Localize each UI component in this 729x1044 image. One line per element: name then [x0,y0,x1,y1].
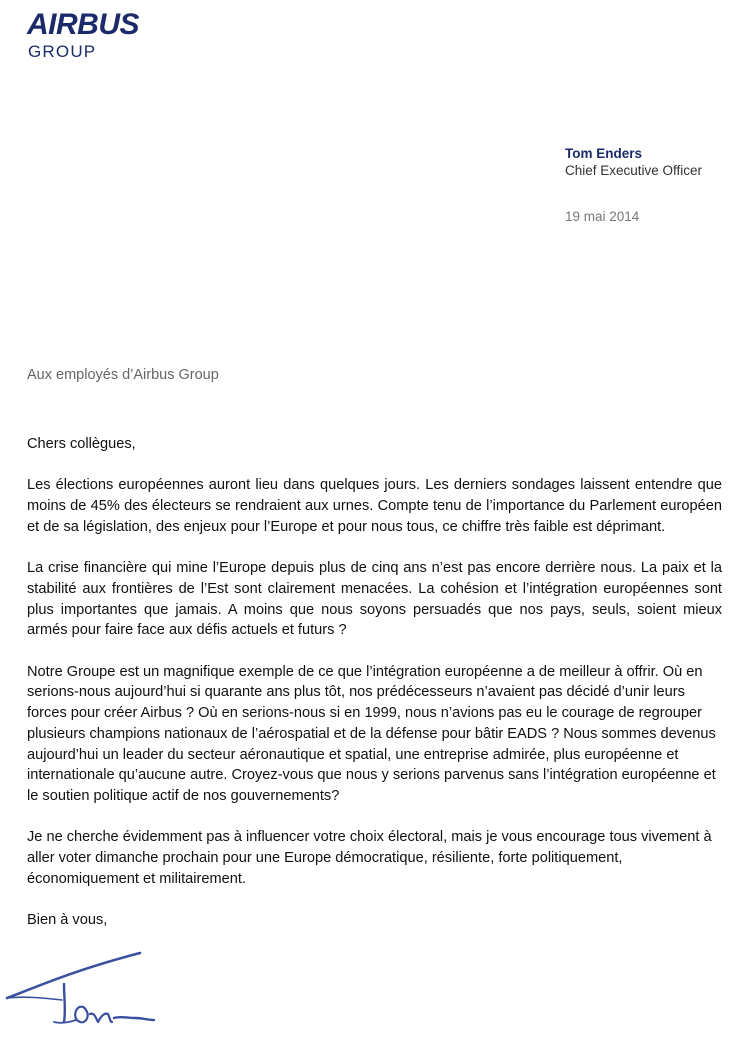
airbus-group-logo [27,9,177,61]
sender-name: Tom Enders [565,146,643,161]
sender-title: Chief Executive Officer [565,163,703,178]
paragraph: Les élections européennes auront lieu dans quelques jours. Les derniers sondages laissent entendre que moins de 45% des électeurs se rendraient aux urnes. Compte tenu de l’importance du Parlement européen et de sa législation, des enjeux pour l’Europe et pour nous tous, ce chiffre très faible est déprimant. [27,477,722,535]
letter-body [27,434,722,951]
signature-icon [4,948,164,1036]
logo-wordmark: AIRBUS [27,8,140,41]
paragraph: Notre Groupe est un magnifique exemple de ce que l’intégration européenne a de meilleur à offrir. Où en serions-nous aujourd’hui si quarante ans plus tôt, nos prédécesseurs n’avaient pas décidé d’unir leurs forces pour créer Airbus ? Où en serions-nous si en 1999, nous n’avions pas eu le courage de regrouper plusieurs champions nationaux de l’aérospatial et de la défense pour bâtir EADS ? Nous sommes devenus aujourd’hui un leader du secteur aéronautique et spatial, une entreprise admirée, plus européenne et internationale qu’aucune autre. Croyez-vous que nous y serions parvenus sans l’intégration européenne et le soutien politique actif de nos gouvernements? [27,663,716,804]
letter-date: 19 mai 2014 [565,209,640,224]
greeting: Chers collègues, [27,436,136,452]
logo-subtitle: GROUP [28,42,97,61]
closing: Bien à vous, [27,912,108,929]
sender-block [565,145,725,179]
recipient-line: Aux employés d’Airbus Group [27,367,219,383]
paragraph: La crise financière qui mine l’Europe depuis plus de cinq ans n’est pas encore derrière nous. La paix et la stabilité aux frontières de l’Est sont clairement menacées. La cohésion et l’intégration européennes sont plus importantes que jamais. A moins que nous soyons persuadés que nos pays, seuls, soient mieux armés pour faire face aux défis actuels et futurs ? [27,560,722,639]
paragraph: Je ne cherche évidemment pas à influencer votre choix électoral, mais je vous encourage tous vivement à aller voter dimanche prochain pour une Europe démocratique, résiliente, forte politiquement, économiquement et militairement. [27,829,712,887]
